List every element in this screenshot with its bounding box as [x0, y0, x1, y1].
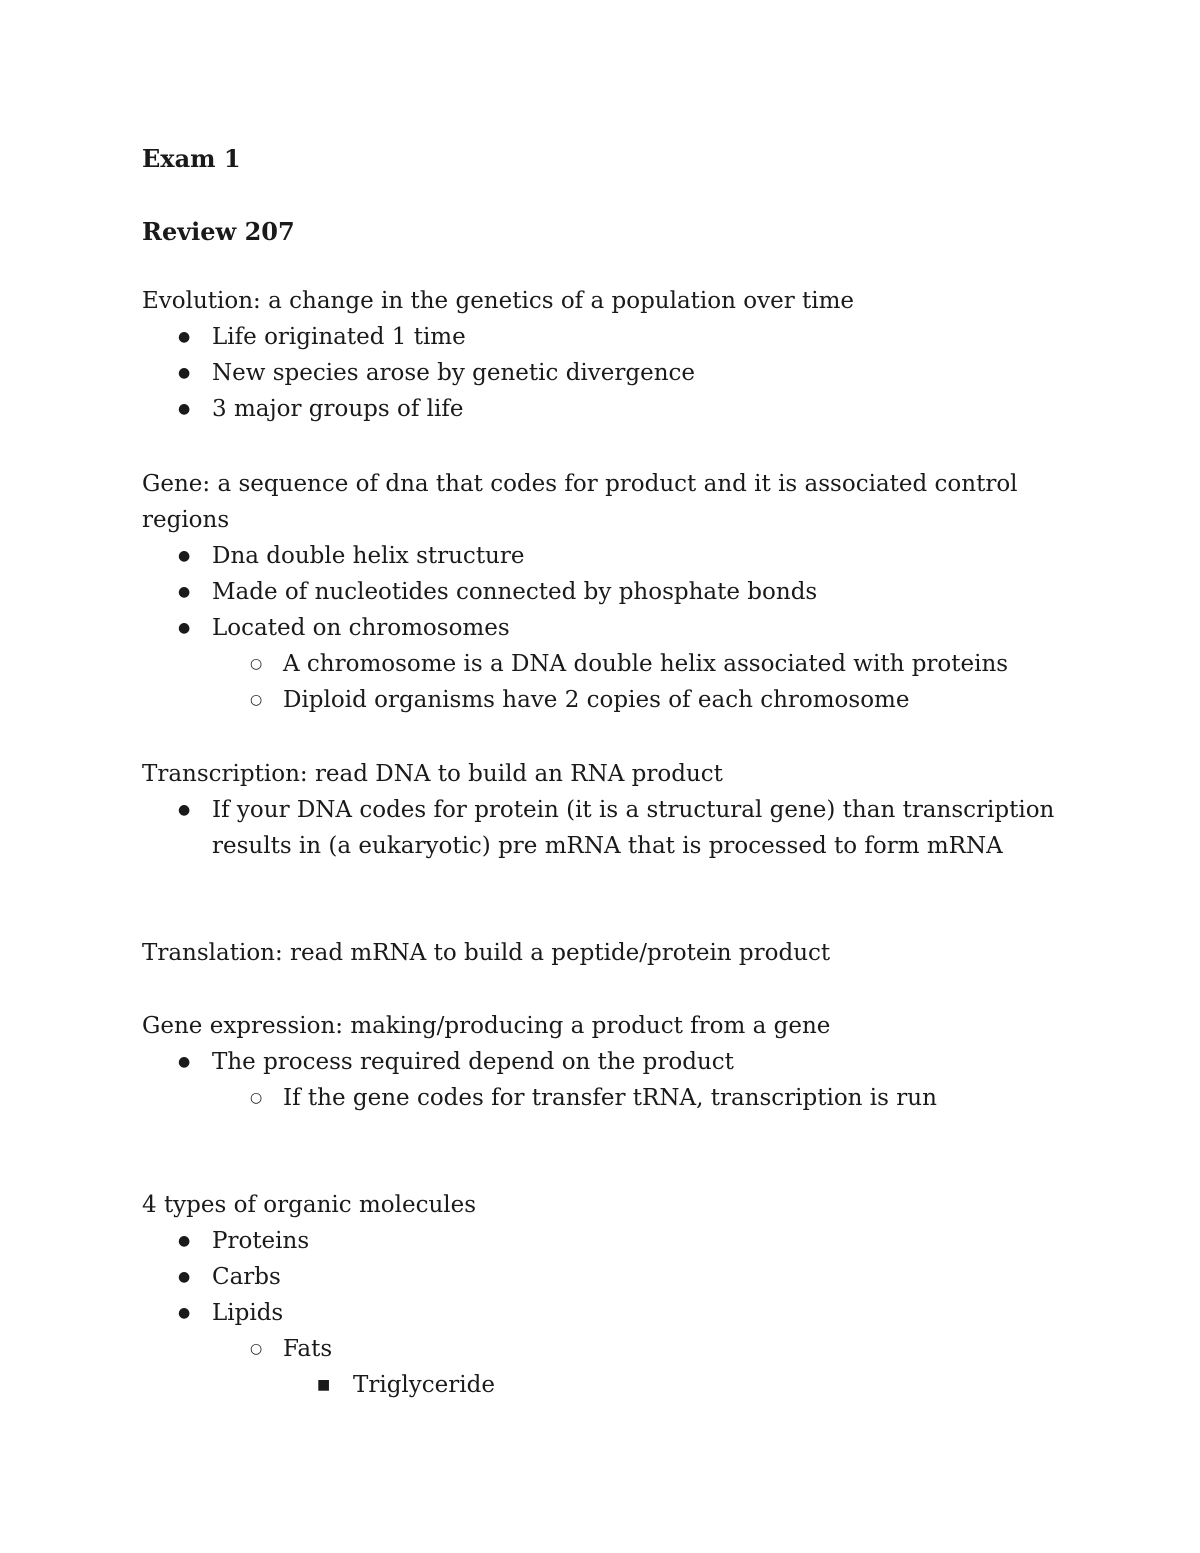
bullet-icon: ● — [178, 1305, 191, 1321]
bullet-icon: ● — [178, 584, 191, 600]
section-organic-molecules — [142, 1187, 1062, 1403]
list-item-text: A chromosome is a DNA double helix associated with proteins — [283, 651, 1009, 677]
list-item-text: Life originated 1 time — [212, 324, 466, 350]
list-item — [142, 355, 1062, 391]
document-subtitle: Review 207 — [142, 217, 295, 246]
hollow-bullet-icon: ○ — [250, 1090, 263, 1106]
list-item-text: If your DNA codes for protein (it is a structural gene) than transcription results in (a eukaryotic) pre mRNA that is processed to form mRNA — [212, 797, 1055, 859]
section-gene — [142, 466, 1062, 718]
bullet-icon: ● — [178, 329, 191, 345]
bullet-list — [142, 1044, 1062, 1116]
list-item-text: Diploid organisms have 2 copies of each chromosome — [283, 687, 910, 713]
bullet-icon: ● — [178, 548, 191, 564]
list-item — [142, 1295, 1062, 1331]
hollow-bullet-icon: ○ — [250, 1341, 263, 1357]
section-heading: Evolution: a change in the genetics of a population over time — [142, 288, 855, 314]
bullet-list — [142, 1223, 1062, 1403]
list-item — [142, 319, 1062, 355]
list-item-text: Made of nucleotides connected by phosphate bonds — [212, 579, 818, 605]
section-translation — [142, 935, 1062, 971]
bullet-icon: ● — [178, 620, 191, 636]
sub-list-item — [142, 646, 1062, 682]
section-evolution — [142, 283, 1062, 427]
bullet-icon: ● — [178, 1054, 191, 1070]
section-gene-expression — [142, 1008, 1062, 1116]
list-item — [142, 538, 1062, 574]
list-item-text: The process required depend on the product — [212, 1049, 734, 1075]
section-heading: Gene: a sequence of dna that codes for product and it is associated control regions — [142, 471, 1018, 533]
bullet-list — [142, 792, 1062, 864]
list-item-text: New species arose by genetic divergence — [212, 360, 696, 386]
hollow-bullet-icon: ○ — [250, 692, 263, 708]
list-item — [142, 792, 1062, 864]
section-heading: Gene expression: making/producing a product from a gene — [142, 1013, 831, 1039]
bullet-list — [142, 538, 1062, 718]
sub-list-item — [142, 1080, 1062, 1116]
list-item-text: 3 major groups of life — [212, 396, 464, 422]
list-item-text: Proteins — [212, 1228, 310, 1254]
section-transcription — [142, 756, 1062, 864]
section-heading: 4 types of organic molecules — [142, 1192, 477, 1218]
list-item-text: Triglyceride — [353, 1372, 495, 1398]
list-item-text: Carbs — [212, 1264, 281, 1290]
bullet-icon: ● — [178, 1269, 191, 1285]
sub-list-item — [142, 1331, 1062, 1367]
list-item — [142, 391, 1062, 427]
hollow-bullet-icon: ○ — [250, 656, 263, 672]
list-item — [142, 1044, 1062, 1080]
section-heading: Transcription: read DNA to build an RNA product — [142, 761, 723, 787]
list-item — [142, 1259, 1062, 1295]
bullet-icon: ● — [178, 1233, 191, 1249]
document-title: Exam 1 — [142, 144, 241, 173]
section-heading: Translation: read mRNA to build a peptide/protein product — [142, 940, 831, 966]
list-item-text: Lipids — [212, 1300, 284, 1326]
list-item-text: Fats — [283, 1336, 333, 1362]
sub-sub-list-item — [142, 1367, 1062, 1403]
bullet-list — [142, 319, 1062, 427]
bullet-icon: ● — [178, 401, 191, 417]
list-item — [142, 610, 1062, 646]
list-item — [142, 574, 1062, 610]
sub-list-item — [142, 682, 1062, 718]
list-item-text: Dna double helix structure — [212, 543, 525, 569]
square-bullet-icon: ■ — [317, 1377, 331, 1393]
bullet-icon: ● — [178, 802, 191, 818]
bullet-icon: ● — [178, 365, 191, 381]
list-item-text: Located on chromosomes — [212, 615, 510, 641]
list-item — [142, 1223, 1062, 1259]
list-item-text: If the gene codes for transfer tRNA, transcription is run — [283, 1085, 937, 1111]
